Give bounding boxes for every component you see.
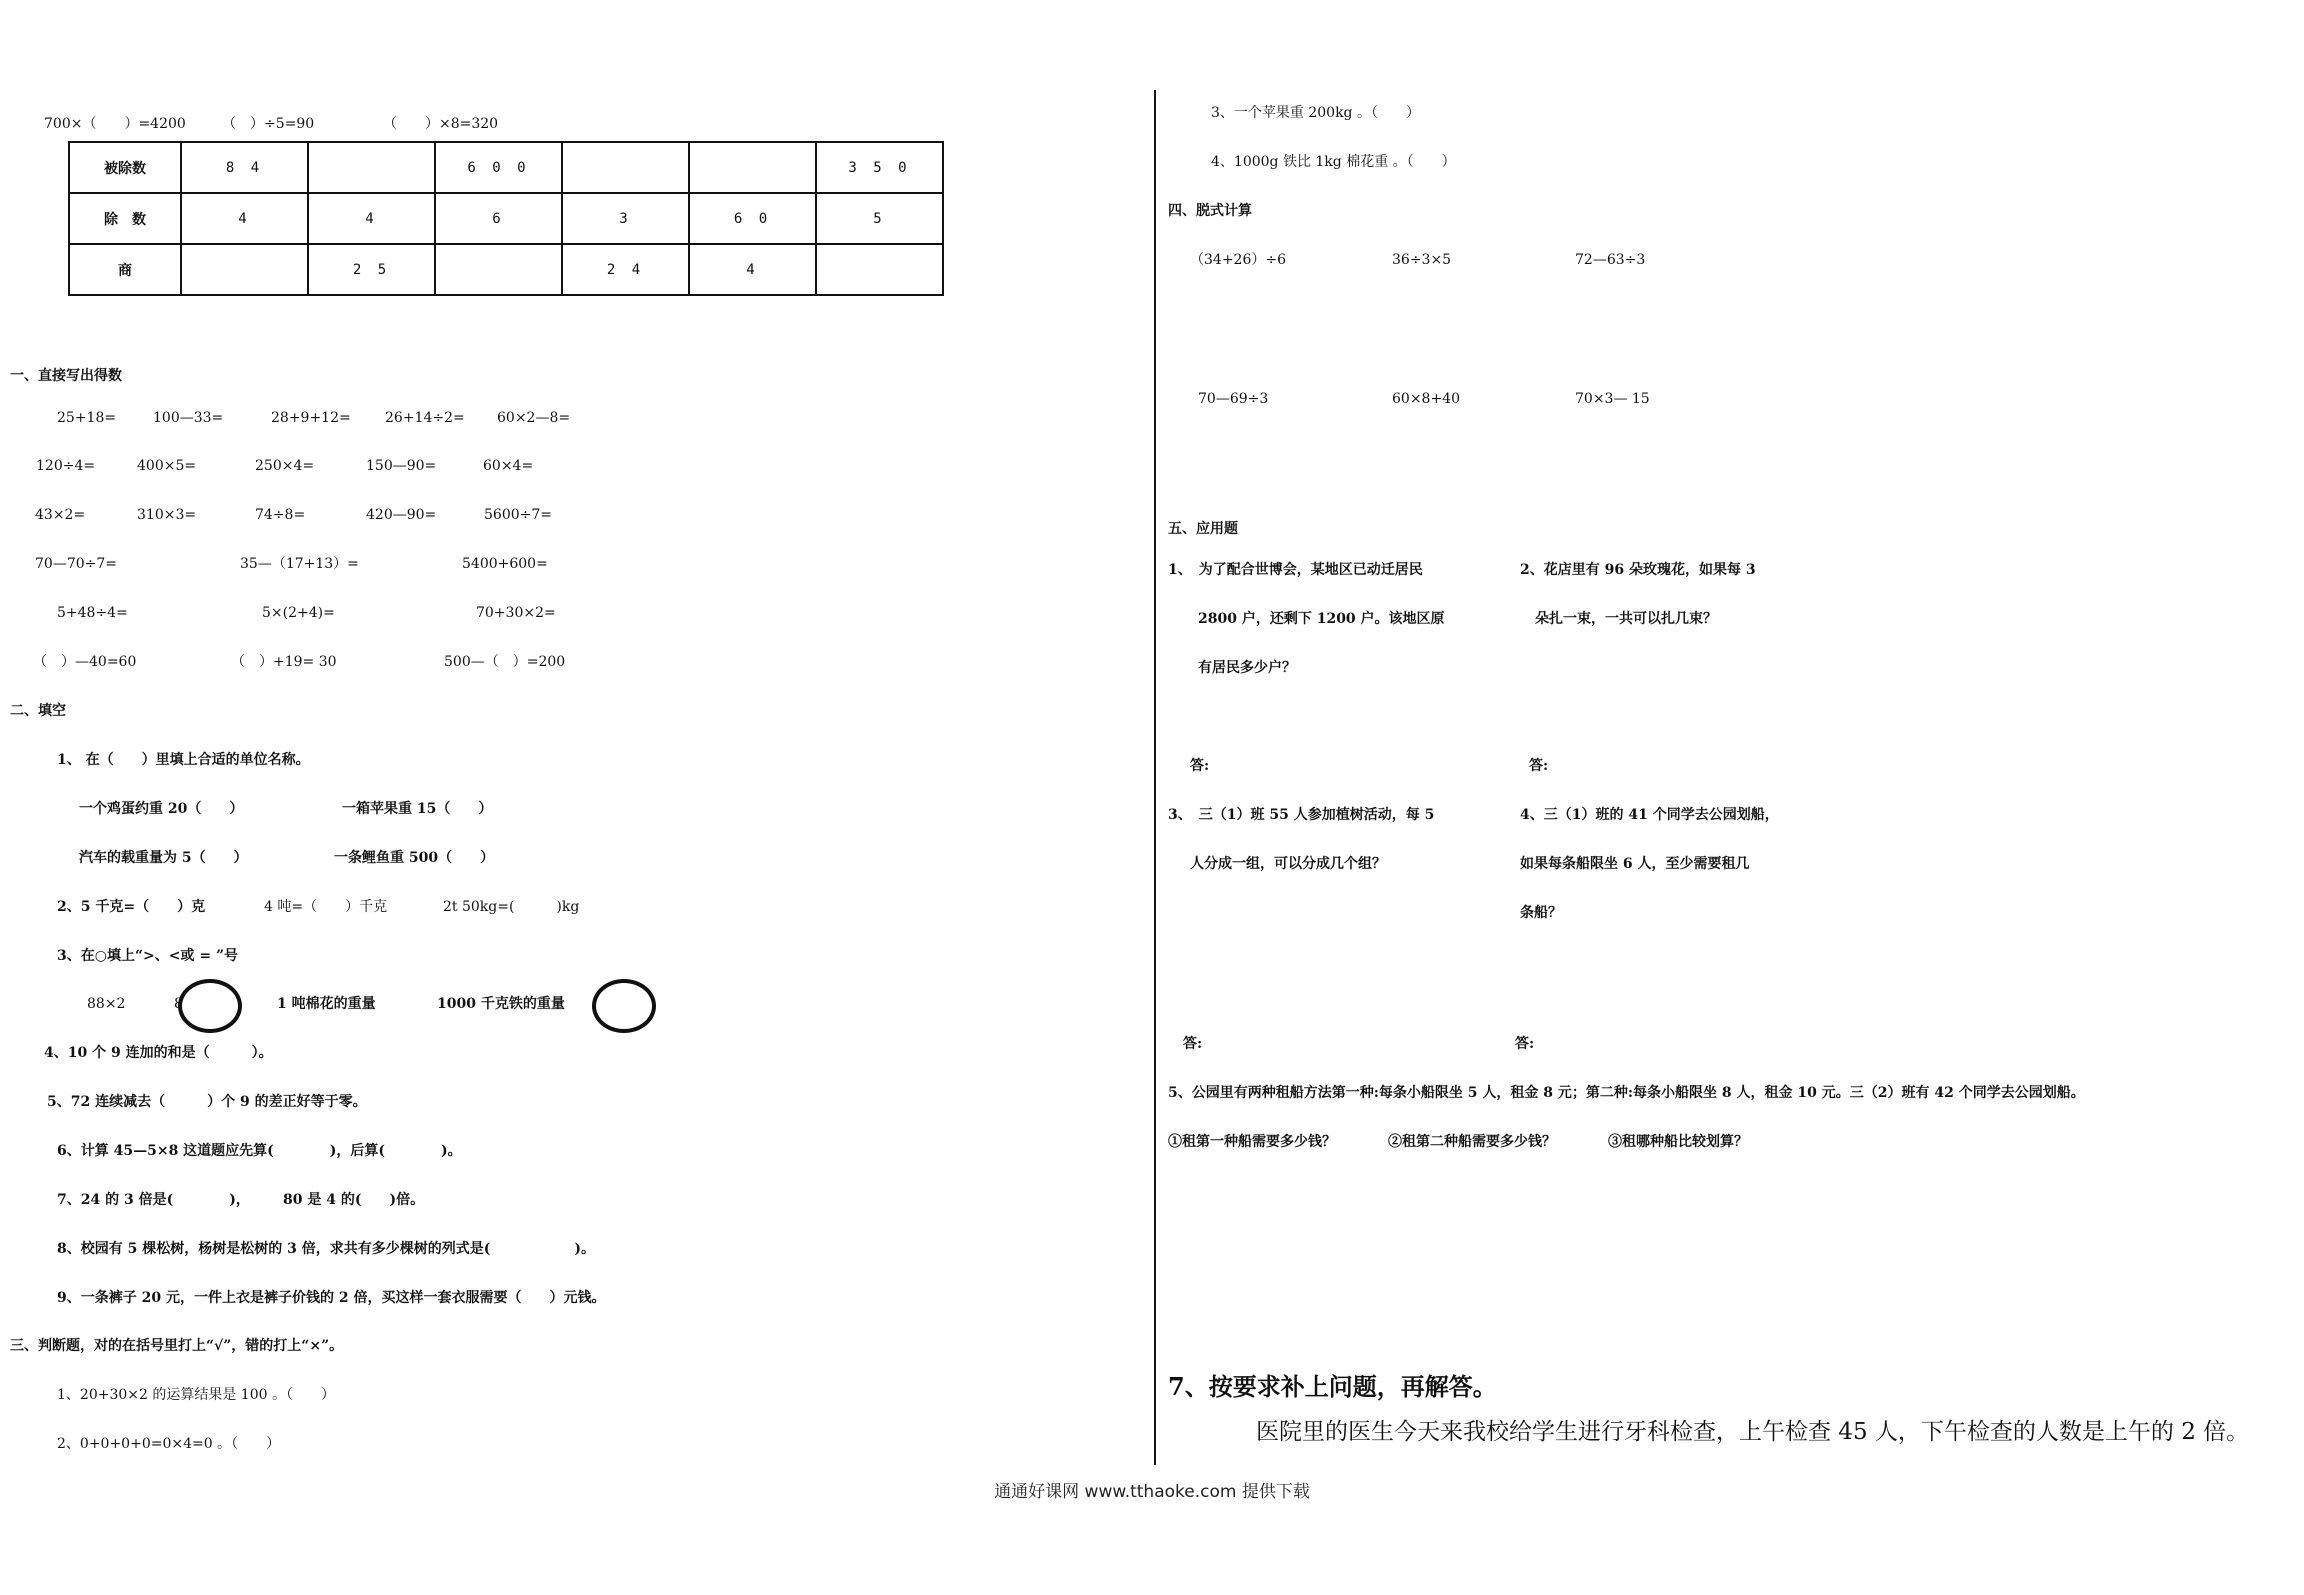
fill-q2c: 2t 50kg=( )kg (443, 899, 580, 915)
table-cell: 4 (308, 193, 435, 244)
mental-calc: 25+18= (57, 410, 117, 426)
mental-calc: 28+9+12= (271, 410, 351, 426)
fill-q3: 3、在○填上“>、<或 = ”号 (57, 948, 239, 964)
column-divider (1154, 90, 1156, 1465)
footer-credit: 通通好课网 www.tthaoke.com 提供下载 (994, 1482, 1310, 1502)
mental-calc: 26+14÷2= (385, 410, 465, 426)
word-problem-4: 条船？ (1520, 905, 1562, 921)
mental-calc: 70+30×2= (476, 605, 556, 621)
mental-calc: 43×2= (35, 507, 86, 523)
step-calc: 60×8+40 (1392, 391, 1460, 407)
mental-calc: 5600÷7= (484, 507, 552, 523)
top-equation-1: 700×（ ）=4200 (44, 116, 186, 132)
section-3-title: 三、判断题，对的在括号里打上“√”，错的打上“×”。 (10, 1338, 344, 1354)
fill-q6: 6、计算 45—5×8 这道题应先算( )，后算( )。 (57, 1143, 462, 1159)
mental-calc: 100—33= (153, 410, 224, 426)
fill-q5: 5、72 连续减去（ ）个 9 的差正好等于零。 (47, 1094, 367, 1110)
section-7-title: 7、按要求补上问题，再解答。 (1168, 1372, 1497, 1401)
answer-label: 答: (1190, 758, 1210, 774)
fill-q9: 9、一条裤子 20 元，一件上衣是裤子价钱的 2 倍，买这样一套衣服需要（ ）元钱。 (57, 1290, 606, 1306)
word-problem-4: 如果每条船限坐 6 人，至少需要租几 (1520, 856, 1750, 872)
fill-q1: 1、 在（ ）里填上合适的单位名称。 (57, 752, 310, 768)
fill-q1d: 一条鲤鱼重 500（ ） (334, 850, 495, 866)
word-problem-1: 2800 户，还剩下 1200 户。该地区原 (1198, 611, 1445, 627)
fill-q3a: 88×2 (87, 996, 126, 1012)
answer-label: 答: (1183, 1036, 1203, 1052)
table-cell: 2 5 (308, 244, 435, 295)
fill-q7b: 80 是 4 的( )倍。 (283, 1192, 425, 1208)
mental-calc: 5+48÷4= (57, 605, 128, 621)
mental-calc: 35—（17+13）= (240, 556, 359, 572)
compare-circle[interactable] (592, 979, 656, 1033)
fill-q3d: 1000 千克铁的重量 (437, 996, 565, 1012)
step-calc: 70—69÷3 (1198, 391, 1269, 407)
mental-calc: 420—90= (366, 507, 437, 523)
step-calc: 70×3— 15 (1575, 391, 1650, 407)
mental-calc: 5400+600= (462, 556, 548, 572)
step-calc: 72—63÷3 (1575, 252, 1646, 268)
table-cell: 8 4 (181, 142, 308, 193)
section-2-title: 二、填空 (10, 703, 66, 719)
fill-q2b: 4 吨=（ ）千克 (264, 899, 388, 915)
fill-q4: 4、10 个 9 连加的和是（ ）。 (44, 1045, 273, 1061)
word-problem-5b: ②租第二种船需要多少钱？ (1388, 1134, 1556, 1150)
table-cell (562, 142, 689, 193)
mental-calc: 60×2—8= (497, 410, 571, 426)
table-row (69, 142, 943, 193)
fill-q8: 8、校园有 5 棵松树，杨树是松树的 3 倍，求共有多少棵树的列式是( )。 (57, 1241, 595, 1257)
word-problem-3: 人分成一组，可以分成几个组？ (1190, 856, 1386, 872)
table-cell (435, 244, 562, 295)
judge-q2: 2、0+0+0+0=0×4=0 。（ ） (57, 1436, 281, 1452)
table-cell (181, 244, 308, 295)
mental-calc: 120÷4= (36, 458, 96, 474)
top-equation-2: （ ）÷5=90 (222, 116, 315, 132)
table-cell (689, 142, 816, 193)
word-problem-4: 4、三（1）班的 41 个同学去公园划船， (1520, 807, 1779, 823)
fill-q2a: 2、5 千克=（ ）克 (57, 899, 206, 915)
table-cell (308, 142, 435, 193)
mental-calc: （ ）+19= 30 (231, 654, 337, 670)
mental-calc: 60×4= (483, 458, 534, 474)
section-7-text: 医院里的医生今天来我校给学生进行牙科检查，上午检查 45 人，下午检查的人数是上午的 2 倍。 (1256, 1419, 2250, 1445)
mental-calc: 250×4= (255, 458, 315, 474)
table-cell: 6 0 (689, 193, 816, 244)
mental-calc: 70—70÷7= (35, 556, 117, 572)
mental-calc: （ ）—40=60 (33, 654, 137, 670)
mental-calc: 150—90= (366, 458, 437, 474)
row-label: 被除数 (69, 142, 181, 193)
step-calc: 36÷3×5 (1392, 252, 1452, 268)
table-cell: 6 0 0 (435, 142, 562, 193)
answer-label: 答: (1529, 758, 1549, 774)
judge-q4: 4、1000g 铁比 1kg 棉花重 。（ ） (1211, 154, 1456, 170)
table-row (69, 193, 943, 244)
word-problem-2: 2、花店里有 96 朵玫瑰花，如果每 3 (1520, 562, 1756, 578)
section-4-title: 四、脱式计算 (1168, 203, 1252, 219)
table-cell: 4 (689, 244, 816, 295)
mental-calc: 74÷8= (255, 507, 306, 523)
table-cell: 6 (435, 193, 562, 244)
word-problem-1: 有居民多少户？ (1198, 660, 1296, 676)
top-equation-3: （ ）×8=320 (383, 116, 499, 132)
section-1-title: 一、直接写出得数 (10, 368, 122, 384)
mental-calc: 310×3= (137, 507, 197, 523)
word-problem-3: 3、 三（1）班 55 人参加植树活动，每 5 (1168, 807, 1435, 823)
compare-circle[interactable] (178, 979, 242, 1033)
word-problem-5: 5、公园里有两种租船方法第一种:每条小船限坐 5 人，租金 8 元；第二种:每条小船限坐 8 人，租金 10 元。三（2）班有 42 个同学去公园划船。 (1168, 1085, 2085, 1101)
row-label: 商 (69, 244, 181, 295)
answer-label: 答: (1515, 1036, 1535, 1052)
table-cell: 3 (562, 193, 689, 244)
table-cell: 3 5 0 (816, 142, 943, 193)
table-row (69, 244, 943, 295)
word-problem-5a: ①租第一种船需要多少钱？ (1168, 1134, 1336, 1150)
step-calc: （34+26）÷6 (1190, 252, 1286, 268)
row-label: 除 数 (69, 193, 181, 244)
mental-calc: 500—（ ）=200 (444, 654, 566, 670)
word-problem-1: 1、 为了配合世博会，某地区已动迁居民 (1168, 562, 1423, 578)
mental-calc: 400×5= (137, 458, 197, 474)
section-5-title: 五、应用题 (1168, 521, 1238, 537)
fill-q3b: 8 (174, 996, 183, 1012)
table-cell: 4 (181, 193, 308, 244)
mental-calc: 5×(2+4)= (262, 605, 335, 621)
judge-q1: 1、20+30×2 的运算结果是 100 。（ ） (57, 1387, 335, 1403)
fill-q7a: 7、24 的 3 倍是( )， (57, 1192, 250, 1208)
table-cell: 5 (816, 193, 943, 244)
fill-q3c: 1 吨棉花的重量 (277, 996, 376, 1012)
table-cell: 2 4 (562, 244, 689, 295)
fill-q1c: 汽车的载重量为 5（ ） (79, 850, 248, 866)
word-problem-5c: ③租哪种船比较划算？ (1608, 1134, 1748, 1150)
judge-q3: 3、一个苹果重 200kg 。（ ） (1211, 105, 1420, 121)
table-cell (816, 244, 943, 295)
fill-q1b: 一箱苹果重 15（ ） (342, 801, 493, 817)
word-problem-2: 朵扎一束，一共可以扎几束？ (1535, 611, 1717, 627)
fill-q1a: 一个鸡蛋约重 20（ ） (79, 801, 244, 817)
division-table (68, 141, 944, 296)
